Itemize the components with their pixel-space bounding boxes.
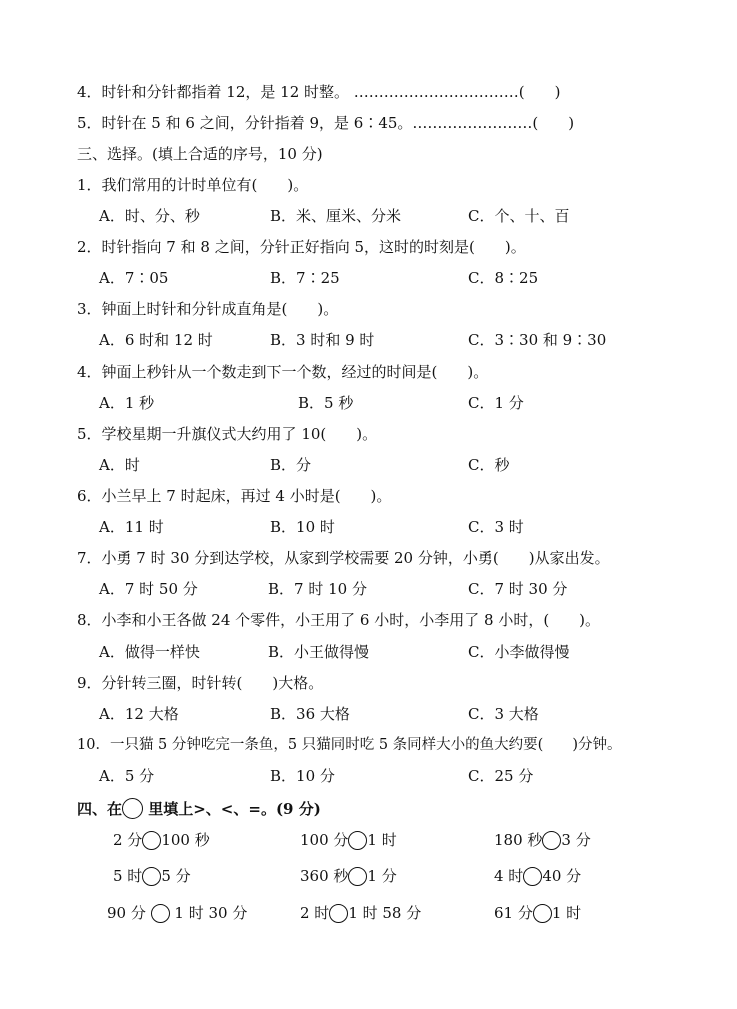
- q10-option-a[interactable]: A．5 分: [99, 767, 155, 785]
- question-1: 1．我们常用的计时单位有( )。: [77, 176, 309, 194]
- q1-option-c[interactable]: C．个、十、百: [468, 207, 570, 225]
- q4-option-b[interactable]: B．5 秒: [298, 394, 354, 412]
- q6-option-a[interactable]: A．11 时: [99, 518, 164, 536]
- question-8: 8．小李和小王各做 24 个零件，小王用了 6 小时，小李用了 8 小时，( )。: [77, 611, 601, 629]
- compare-left: 61 分: [494, 904, 533, 922]
- answer-circle[interactable]: [151, 904, 170, 923]
- answer-circle[interactable]: [142, 867, 161, 886]
- answer-circle[interactable]: [523, 867, 542, 886]
- compare-item: [300, 865, 397, 887]
- q5-option-a[interactable]: A．时: [99, 456, 140, 474]
- q5-option-b[interactable]: B．分: [270, 456, 312, 474]
- q8-option-a[interactable]: A．做得一样快: [99, 643, 200, 661]
- compare-left: 90 分: [107, 904, 151, 922]
- answer-circle[interactable]: [142, 831, 161, 850]
- question-2: 2．时针指向 7 和 8 之间，分针正好指向 5，这时的时刻是( )。: [77, 238, 526, 256]
- section-4-title: [77, 798, 321, 819]
- compare-item: [494, 829, 591, 851]
- compare-item: [494, 902, 581, 924]
- question-9: 9．分针转三圈，时针转( )大格。: [77, 674, 324, 692]
- q7-option-b[interactable]: B．7 时 10 分: [268, 580, 367, 598]
- compare-left: 180 秒: [494, 831, 543, 849]
- question-3: 3．钟面上时针和分针成直角是( )。: [77, 300, 339, 318]
- answer-circle[interactable]: [329, 904, 348, 923]
- q9-option-a[interactable]: A．12 大格: [99, 705, 179, 723]
- q8-option-b[interactable]: B．小王做得慢: [268, 643, 370, 661]
- compare-right: 3 分: [561, 831, 591, 849]
- question-10: 10．一只猫 5 分钟吃完一条鱼，5 只猫同时吃 5 条同样大小的鱼大约要( )分钟。: [77, 737, 622, 753]
- answer-circle[interactable]: [348, 867, 367, 886]
- question-4: 4．钟面上秒针从一个数走到下一个数，经过的时间是( )。: [77, 363, 489, 381]
- compare-right: 1 时: [551, 904, 582, 922]
- tf-item-4: 4．时针和分针都指着 12，是 12 时整。 ……………………………( ): [77, 83, 561, 101]
- q1-option-a[interactable]: A．时、分、秒: [99, 207, 200, 225]
- q3-option-b[interactable]: B．3 时和 9 时: [270, 331, 375, 349]
- compare-right: 5 分: [161, 867, 191, 885]
- compare-right: 1 时: [367, 831, 397, 849]
- compare-left: 360 秒: [300, 867, 349, 885]
- compare-item: [494, 865, 581, 887]
- question-6: 6．小兰早上 7 时起床，再过 4 小时是( )。: [77, 487, 392, 505]
- compare-left: 4 时: [494, 867, 524, 885]
- answer-circle[interactable]: [542, 831, 561, 850]
- tf-item-5: 5．时针在 5 和 6 之间，分针指着 9，是 6∶45。……………………( ): [77, 114, 575, 132]
- q1-option-b[interactable]: B．米、厘米、分米: [270, 207, 402, 225]
- compare-right: 1 时 58 分: [348, 904, 422, 922]
- question-5: 5．学校星期一升旗仪式大约用了 10( )。: [77, 425, 378, 443]
- q2-option-b[interactable]: B．7∶25: [270, 269, 340, 287]
- compare-right: 100 秒: [161, 831, 210, 849]
- q5-option-c[interactable]: C．秒: [468, 456, 510, 474]
- compare-item: [113, 829, 210, 851]
- q3-option-c[interactable]: C．3∶30 和 9∶30: [468, 331, 607, 349]
- compare-left: 100 分: [300, 831, 349, 849]
- answer-circle[interactable]: [348, 831, 367, 850]
- compare-left: 5 时: [113, 867, 143, 885]
- compare-right: 1 时 30 分: [169, 904, 248, 922]
- compare-right: 40 分: [542, 867, 582, 885]
- question-7: 7．小勇 7 时 30 分到达学校，从家到学校需要 20 分钟，小勇( )从家出发。: [77, 549, 610, 567]
- q10-option-c[interactable]: C．25 分: [468, 767, 534, 785]
- compare-right: 1 分: [367, 867, 397, 885]
- q6-option-b[interactable]: B．10 时: [270, 518, 335, 536]
- answer-circle[interactable]: [533, 904, 552, 923]
- q2-option-a[interactable]: A．7∶05: [99, 269, 169, 287]
- section-3-title: 三、选择。(填上合适的序号，10 分): [77, 145, 323, 163]
- blank-circle-icon: [122, 798, 143, 819]
- compare-left: 2 分: [113, 831, 143, 849]
- q10-option-b[interactable]: B．10 分: [270, 767, 335, 785]
- q2-option-c[interactable]: C．8∶25: [468, 269, 539, 287]
- compare-item: [113, 865, 191, 887]
- compare-item: [300, 902, 421, 924]
- compare-item: [300, 829, 397, 851]
- q3-option-a[interactable]: A．6 时和 12 时: [99, 331, 213, 349]
- q9-option-b[interactable]: B．36 大格: [270, 705, 350, 723]
- compare-left: 2 时: [300, 904, 330, 922]
- section-4-prefix: 四、在: [77, 800, 123, 818]
- compare-item: [107, 902, 247, 924]
- section-4-suffix: 里填上>、<、=。(9 分): [143, 800, 321, 818]
- q7-option-c[interactable]: C．7 时 30 分: [468, 580, 568, 598]
- q7-option-a[interactable]: A．7 时 50 分: [99, 580, 198, 598]
- q6-option-c[interactable]: C．3 时: [468, 518, 524, 536]
- q4-option-a[interactable]: A．1 秒: [99, 394, 155, 412]
- q4-option-c[interactable]: C．1 分: [468, 394, 524, 412]
- q9-option-c[interactable]: C．3 大格: [468, 705, 539, 723]
- q8-option-c[interactable]: C．小李做得慢: [468, 643, 570, 661]
